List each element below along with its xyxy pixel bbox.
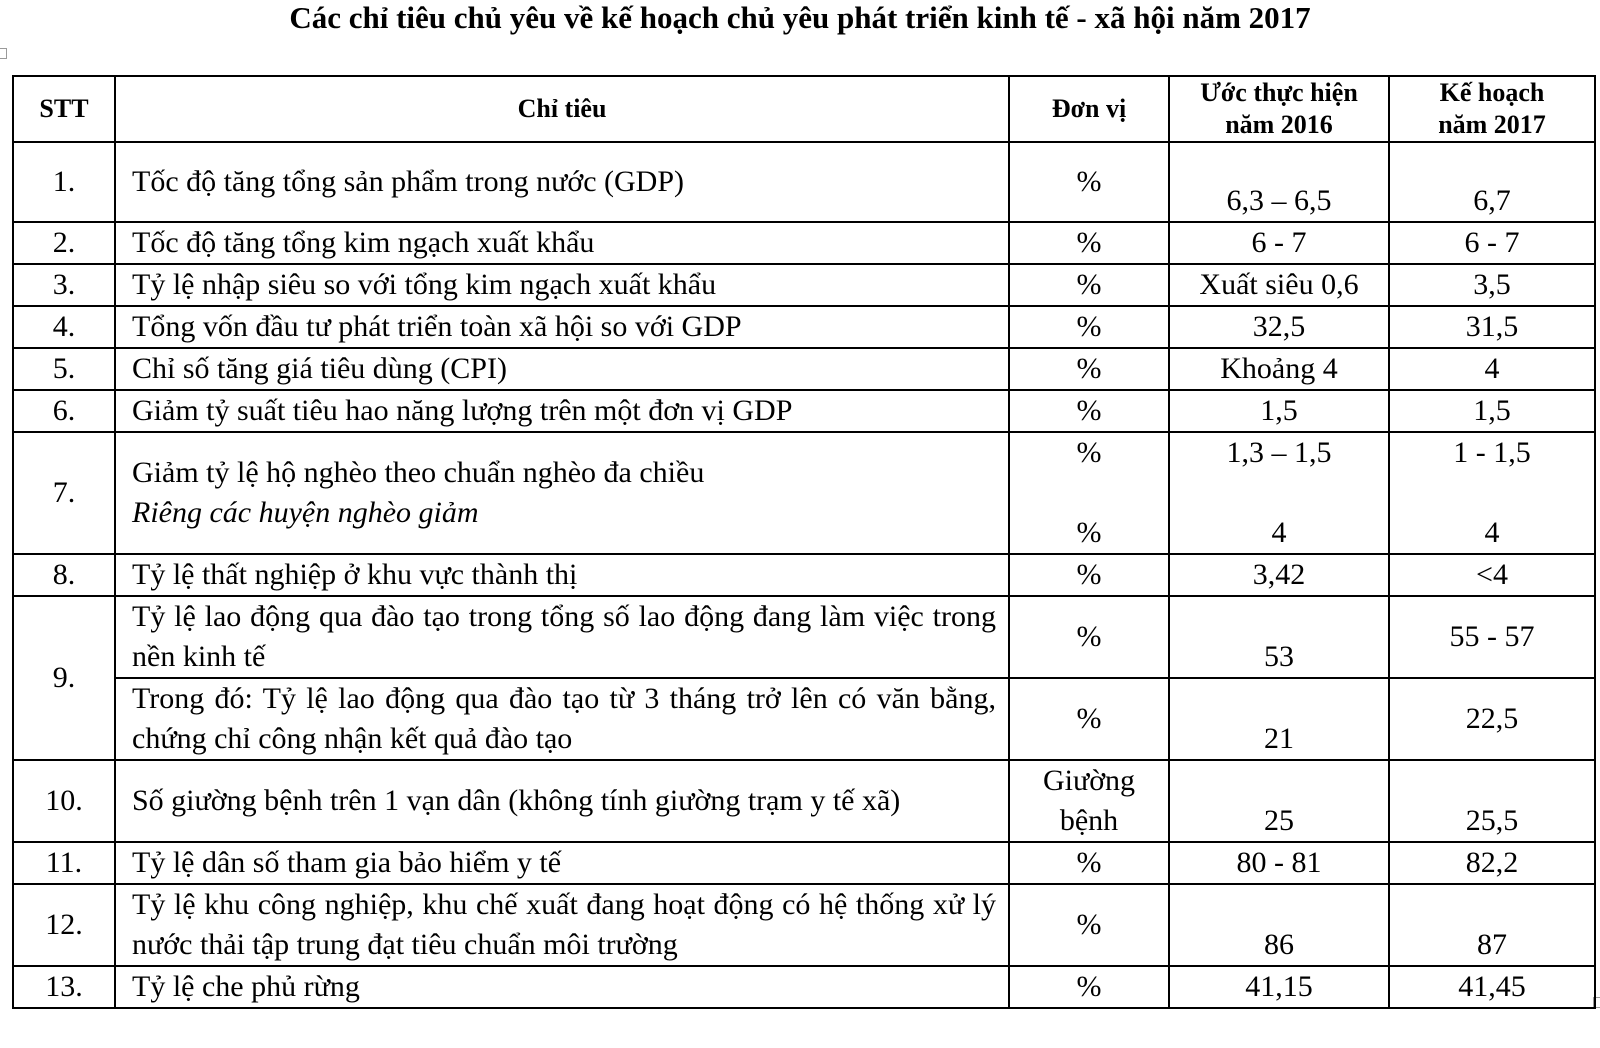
- row-estimate-2016: 32,5: [1169, 306, 1389, 348]
- table-row: [13, 264, 1595, 306]
- row-plan-2017: 3,5: [1389, 264, 1595, 306]
- table-row: [13, 348, 1595, 390]
- row-indicator: Tỷ lệ nhập siêu so với tổng kim ngạch xuất khẩu: [115, 264, 1009, 306]
- row-plan-2017: 4: [1389, 348, 1595, 390]
- row-plan-2017: <4: [1389, 554, 1595, 596]
- row-stt: 1.: [13, 142, 115, 222]
- row-estimate-2016: 86: [1169, 884, 1389, 966]
- row-stt: 8.: [13, 554, 115, 596]
- row-estimate-2016: Khoảng 4: [1169, 348, 1389, 390]
- row-unit: %: [1009, 306, 1169, 348]
- row-indicator: Tỷ lệ khu công nghiệp, khu chế xuất đang hoạt động có hệ thống xử lý nước thải tập trung đạt tiêu chuẩn môi trường: [115, 884, 1009, 966]
- header-unit: Đơn vị: [1009, 76, 1169, 142]
- row-stt: 3.: [13, 264, 115, 306]
- row-stt: 5.: [13, 348, 115, 390]
- row-stt: 6.: [13, 390, 115, 432]
- row-estimate-2016: Xuất siêu 0,6: [1169, 264, 1389, 306]
- row-plan-2017: 31,5: [1389, 306, 1595, 348]
- row-stt: 11.: [13, 842, 115, 884]
- header-estimate-2016: Ước thực hiện năm 2016: [1169, 76, 1389, 142]
- row-plan-2017: 1,5: [1389, 390, 1595, 432]
- row-stt: 7.: [13, 432, 115, 554]
- row-unit: %: [1009, 678, 1169, 760]
- row-plan-2017: 1 - 1,5 4: [1389, 432, 1595, 554]
- row-estimate-2016: 6,3 – 6,5: [1169, 142, 1389, 222]
- header-stt: STT: [13, 76, 115, 142]
- row-unit: Giường bệnh: [1009, 760, 1169, 842]
- table-row: [13, 554, 1595, 596]
- row-unit: %: [1009, 596, 1169, 678]
- row-estimate-2016: 6 - 7: [1169, 222, 1389, 264]
- row-stt: 4.: [13, 306, 115, 348]
- indicators-table: [12, 75, 1596, 1009]
- table-row: [13, 432, 1595, 554]
- row-unit: %: [1009, 390, 1169, 432]
- row-stt: 13.: [13, 966, 115, 1008]
- row-indicator: Giảm tỷ suất tiêu hao năng lượng trên một đơn vị GDP: [115, 390, 1009, 432]
- row-indicator: Tỷ lệ thất nghiệp ở khu vực thành thị: [115, 554, 1009, 596]
- row-indicator: Chỉ số tăng giá tiêu dùng (CPI): [115, 348, 1009, 390]
- row-indicator: Tổng vốn đầu tư phát triển toàn xã hội so với GDP: [115, 306, 1009, 348]
- row-estimate-2016: 41,15: [1169, 966, 1389, 1008]
- row-stt: 9.: [13, 596, 115, 760]
- row-plan-2017: 22,5: [1389, 678, 1595, 760]
- row-unit: %: [1009, 264, 1169, 306]
- row-indicator: Tốc độ tăng tổng sản phẩm trong nước (GDP): [115, 142, 1009, 222]
- table-row: [13, 306, 1595, 348]
- row-stt: 2.: [13, 222, 115, 264]
- row-plan-2017: 41,45: [1389, 966, 1595, 1008]
- row-unit: %: [1009, 142, 1169, 222]
- table-row: [13, 884, 1595, 966]
- row-estimate-2016: 25: [1169, 760, 1389, 842]
- row-unit: %: [1009, 348, 1169, 390]
- row-indicator: Tỷ lệ lao động qua đào tạo trong tổng số lao động đang làm việc trong nền kinh tế: [115, 596, 1009, 678]
- row-indicator: Tỷ lệ dân số tham gia bảo hiểm y tế: [115, 842, 1009, 884]
- row-plan-2017: 82,2: [1389, 842, 1595, 884]
- row-estimate-2016: 53: [1169, 596, 1389, 678]
- table-header-row: [13, 76, 1595, 142]
- row-plan-2017: 87: [1389, 884, 1595, 966]
- row-estimate-2016: 21: [1169, 678, 1389, 760]
- row-estimate-2016: 1,3 – 1,5 4: [1169, 432, 1389, 554]
- row-unit: %: [1009, 554, 1169, 596]
- row-unit: %: [1009, 222, 1169, 264]
- table-row: [13, 842, 1595, 884]
- row-plan-2017: 25,5: [1389, 760, 1595, 842]
- header-indicator: Chỉ tiêu: [115, 76, 1009, 142]
- table-row: [13, 760, 1595, 842]
- row-indicator-main: Giảm tỷ lệ hộ nghèo theo chuẩn nghèo đa chiều: [132, 456, 705, 489]
- row-estimate-2016: 3,42: [1169, 554, 1389, 596]
- table-row: [13, 678, 1595, 760]
- row-plan-2017: 55 - 57: [1389, 596, 1595, 678]
- header-plan-2017: Kế hoạch năm 2017: [1389, 76, 1595, 142]
- row-plan-2017: 6 - 7: [1389, 222, 1595, 264]
- row-indicator: Trong đó: Tỷ lệ lao động qua đào tạo từ 3 tháng trở lên có văn bằng, chứng chỉ công nhận kết quả đào tạo: [115, 678, 1009, 760]
- table-row: [13, 142, 1595, 222]
- row-indicator: Tỷ lệ che phủ rừng: [115, 966, 1009, 1008]
- row-stt: 10.: [13, 760, 115, 842]
- row-unit: %: [1009, 884, 1169, 966]
- document-title: Các chỉ tiêu chủ yêu về kế hoạch chủ yêu phát triển kinh tế - xã hội năm 2017: [289, 0, 1311, 35]
- table-row: [13, 966, 1595, 1008]
- row-indicator: Tốc độ tăng tổng kim ngạch xuất khẩu: [115, 222, 1009, 264]
- row-estimate-2016: 80 - 81: [1169, 842, 1389, 884]
- table-anchor-marker: [0, 48, 7, 59]
- row-unit: %: [1009, 842, 1169, 884]
- row-indicator-sub: Riêng các huyện nghèo giảm: [132, 496, 479, 529]
- row-stt: 12.: [13, 884, 115, 966]
- table-row: [13, 222, 1595, 264]
- row-unit: % %: [1009, 432, 1169, 554]
- table-row: [13, 390, 1595, 432]
- row-unit: %: [1009, 966, 1169, 1008]
- table-row: [13, 596, 1595, 678]
- row-indicator: [115, 432, 1009, 554]
- row-estimate-2016: 1,5: [1169, 390, 1389, 432]
- row-plan-2017: 6,7: [1389, 142, 1595, 222]
- row-indicator: Số giường bệnh trên 1 vạn dân (không tính giường trạm y tế xã): [115, 760, 1009, 842]
